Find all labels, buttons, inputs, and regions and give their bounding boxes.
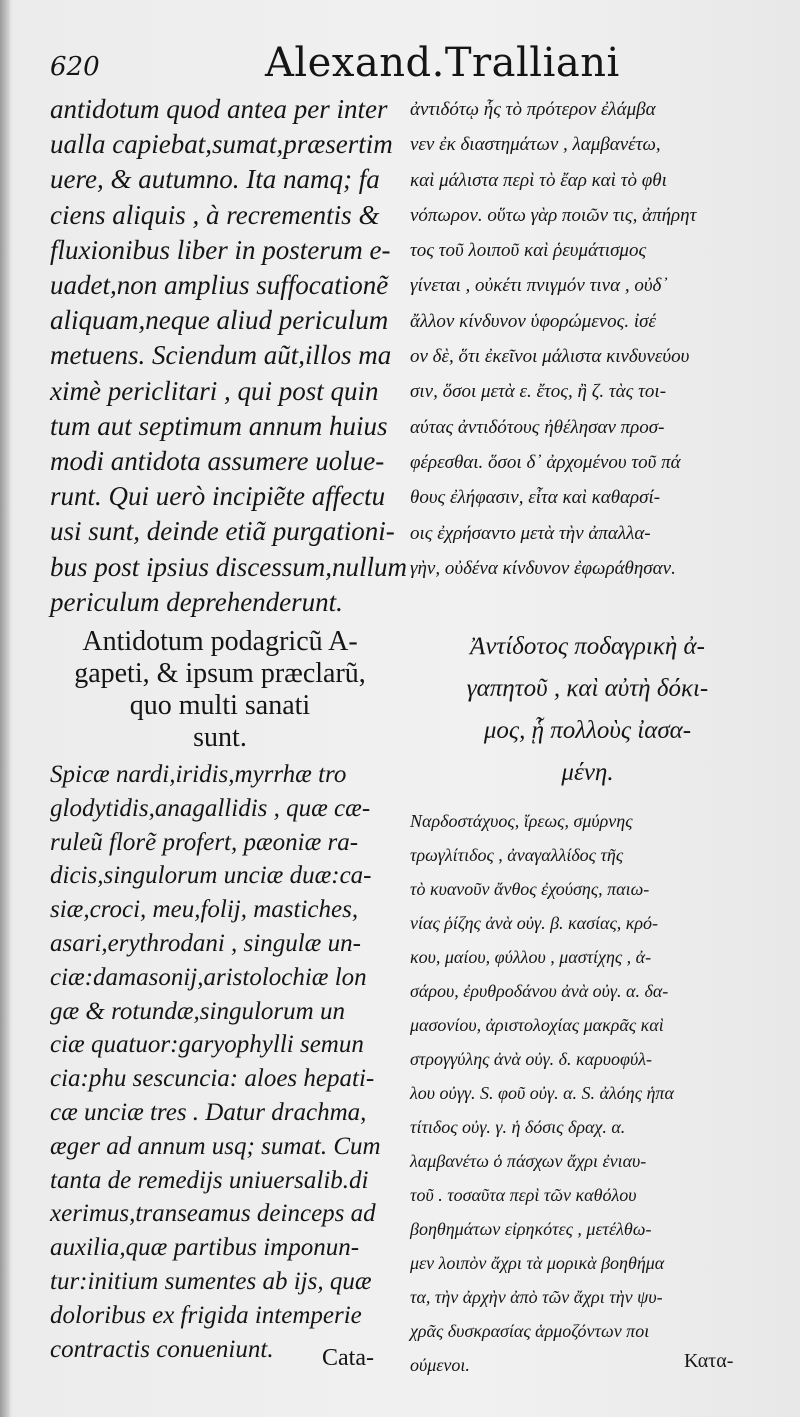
text-line: σιν, ὅσοι μετὰ ε. ἔτος, ἢ ζ. τὰς τοι-: [410, 381, 667, 403]
text-line: ciens aliquis , à recrementis &: [50, 199, 380, 230]
text-line: τος τοῦ λοιποῦ καὶ ῥευμάτισμος: [410, 240, 647, 262]
heading-line: Ἀντίδοτος ποδαγρικὴ ἀ-: [470, 633, 705, 661]
greek-paragraph-2: [410, 804, 765, 1382]
text-line: γίνεται , οὐκέτι πνιγμόν τινα , οὐδ᾽: [410, 275, 668, 297]
text-line: modi antidota assumere uolue-: [50, 446, 385, 477]
heading-line: gapeti, & ipsum præclarũ,: [74, 658, 366, 690]
text-line: uere, & autumno. Ita namq; fa: [50, 164, 380, 195]
text-line: κου, μαίου, φύλλου , μαστίχης , ἀ-: [410, 947, 652, 968]
text-line: ruleũ florẽ profert, pæoniæ ra-: [50, 828, 359, 856]
page-number: 620: [50, 52, 100, 82]
text-line: σάρου, ἐρυθροδάνου ἀνὰ οὐγ. α. δα-: [410, 981, 669, 1002]
text-line: bus post ipsius discessum,nullum: [50, 551, 408, 582]
heading-line: Antidotum podagricũ A-: [82, 626, 358, 658]
text-line: νόπωρον. οὕτω γὰρ ποιῶν τις, ἀπήρητ: [410, 204, 697, 226]
latin-paragraph-1: [50, 92, 408, 620]
text-line: ciæ quatuor:garyophylli semun: [50, 1031, 364, 1059]
text-line: μασονίου, ἀριστολοχίας μακρᾶς καὶ: [410, 1015, 664, 1036]
text-line: periculum deprehenderunt.: [50, 586, 343, 617]
text-line: τὸ κυανοῦν ἄνθος ἐχούσης, παιω-: [410, 879, 650, 900]
text-line: ούμενοι.: [410, 1355, 470, 1376]
text-line: νίας ῥίζης ἀνὰ οὐγ. β. κασίας, κρό-: [410, 913, 659, 934]
text-line: ciæ:damasonij,aristolochiæ lon: [50, 963, 367, 991]
text-line: ximè periclitari , qui post quin: [50, 375, 379, 406]
text-line: runt. Qui uerò incipiẽte affectu: [50, 481, 386, 512]
text-line: gæ & rotundæ,singulorum un: [50, 997, 345, 1025]
text-line: glodytidis,anagallidis , quæ cæ-: [50, 794, 371, 822]
text-line: auxilia,quæ partibus imponun-: [50, 1234, 360, 1262]
text-line: ualla capiebat,sumat,præsertim: [50, 129, 393, 160]
text-line: καὶ μάλιστα περὶ τὸ ἔαρ καὶ τὸ φθι: [410, 169, 667, 191]
text-line: τα, τὴν ἀρχὴν ἀπὸ τῶν ἄχρι τὴν ψυ-: [410, 1287, 663, 1308]
text-line: μεν λοιπὸν ἄχρι τὰ μορικὰ βοηθήμα: [410, 1253, 665, 1274]
text-line: tum aut septimum annum huius: [50, 410, 388, 441]
heading-line: μος, ᾗ πολλοὺς ἰασα-: [483, 717, 692, 745]
text-line: Ναρδοστάχυος, ἴρεως, σμύρνης: [410, 811, 633, 832]
text-line: siæ,croci, meu,folij, mastiches,: [50, 896, 359, 924]
latin-catchword: Cata-: [322, 1345, 374, 1371]
text-line: fluxionibus liber in posterum e-: [50, 234, 391, 265]
text-line: metuens. Sciendum aũt,illos ma: [50, 340, 392, 371]
text-line: antidotum quod antea per inter: [50, 94, 388, 124]
latin-paragraph-2: [50, 758, 390, 1366]
text-line: æger ad annum usq; sumat. Cum: [50, 1132, 381, 1160]
text-line: φέρεσθαι. ὅσοι δ᾽ ἀρχομένου τοῦ πά: [410, 451, 681, 473]
text-line: τίτιδος οὐγ. γ. ἡ δόσις δραχ. α.: [410, 1117, 626, 1138]
heading-line: μένη.: [561, 759, 614, 787]
text-line: θους ἐλήφασιν, εἶτα καὶ καθαρσί-: [410, 487, 661, 509]
text-line: ον δὲ, ὅτι ἐκεῖνοι μάλιστα κινδυνεύου: [410, 346, 690, 368]
text-line: aliquam,neque aliud periculum: [50, 305, 389, 336]
text-line: doloribus ex frigida intemperie: [50, 1301, 362, 1329]
text-line: τρωγλίτιδος , ἀναγαλλίδος τῆς: [410, 845, 624, 866]
text-line: dicis,singulorum unciæ duæ:ca-: [50, 862, 372, 890]
text-line: uadet,non amplius suffocationẽ: [50, 270, 389, 301]
text-line: tanta de remedijs uniuersalib.di: [50, 1166, 369, 1194]
text-line: λου οὐγγ. S. φοῦ οὐγ. α. S. ἀλόης ἡπα: [410, 1083, 674, 1104]
greek-catchword: Κατα-: [684, 1350, 734, 1372]
text-line: cæ unciæ tres . Datur drachma,: [50, 1099, 367, 1127]
text-line: γὴν, οὐδένα κίνδυνον ἐφωράθησαν.: [410, 557, 676, 579]
greek-paragraph-1: [410, 92, 765, 586]
text-line: xerimus,transeamus deinceps ad: [50, 1200, 376, 1228]
heading-line: sunt.: [193, 722, 247, 754]
text-line: tur:initium sumentes ab ijs, quæ: [50, 1268, 372, 1295]
text-line: λαμβανέτω ὁ πάσχων ἄχρι ἐνιαυ-: [410, 1151, 647, 1172]
page-gutter-shadow: [0, 0, 10, 1417]
text-line: ἀντιδότῳ ἧς τὸ πρότερον ἐλάμβα: [410, 99, 656, 120]
text-line: νεν ἐκ διαστημάτων , λαμβανέτω,: [410, 134, 661, 156]
text-line: Spicæ nardi,iridis,myrrhæ tro: [50, 761, 347, 789]
text-line: τοῦ . τοσαῦτα περὶ τῶν καθόλου: [410, 1185, 637, 1206]
greek-column: [410, 92, 765, 1382]
text-line: βοηθημάτων εἰρηκότες , μετέλθω-: [410, 1219, 652, 1240]
text-line: ἄλλον κίνδυνον ὑφορώμενος. ἰσέ: [410, 310, 657, 332]
page-header: [50, 40, 770, 90]
text-line: asari,erythrodani , singulæ un-: [50, 930, 361, 958]
running-title: Alexand.Tralliani: [265, 40, 620, 86]
text-line: οις ἐχρήσαντο μετὰ τὴν ἀπαλλα-: [410, 522, 651, 544]
heading-line: γαπητοῦ , καὶ αὐτὴ δόκι-: [466, 675, 709, 703]
text-line: αύτας ἀντιδότους ἠθέλησαν προσ-: [410, 416, 665, 438]
text-line: usi sunt, deinde etiã purgationi-: [50, 516, 395, 547]
heading-line: quo multi sanati: [129, 690, 311, 722]
text-line: contractis conueniunt.: [50, 1335, 274, 1363]
latin-section-heading: [50, 626, 390, 754]
text-line: χρᾶς δυσκρασίας ἁρμοζόντων ποι: [410, 1321, 650, 1342]
text-line: cia:phu sescuncia: aloes hepati-: [50, 1065, 375, 1093]
greek-section-heading: [410, 626, 765, 794]
latin-column: [50, 92, 408, 1366]
text-line: στρογγύλης ἀνὰ οὐγ. δ. καρυοφύλ-: [410, 1049, 653, 1070]
